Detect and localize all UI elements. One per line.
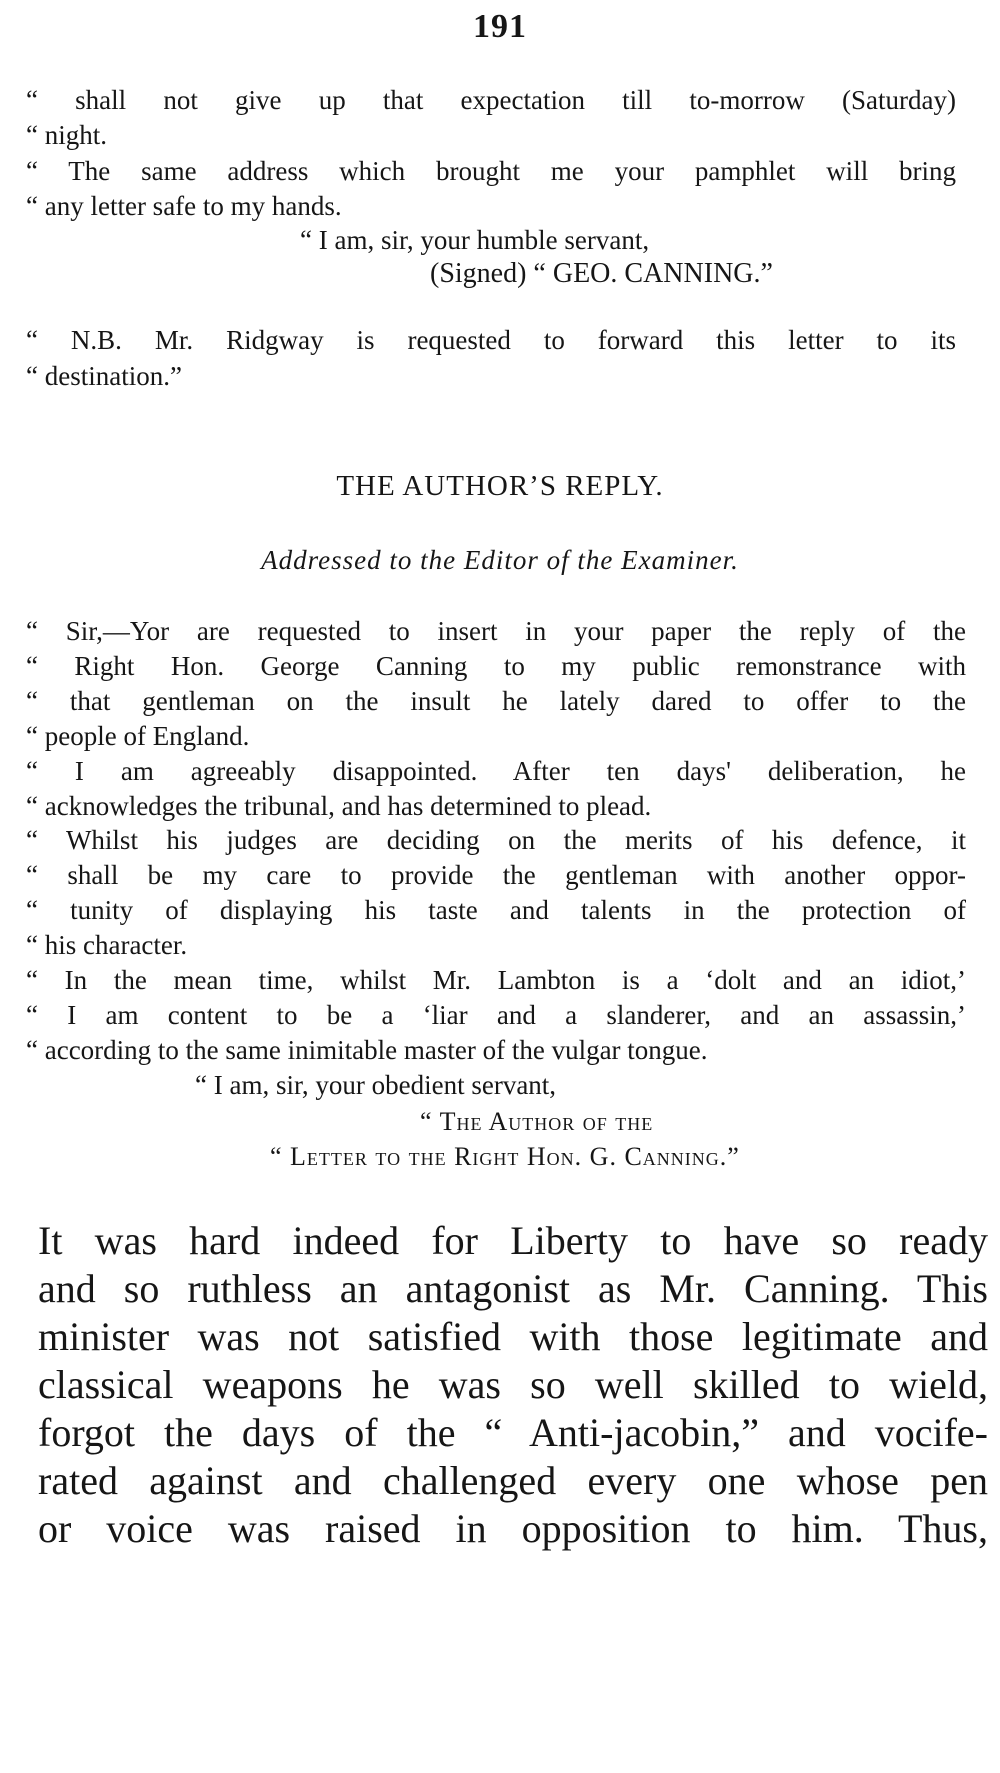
narrative-line-7: or voice was raised in opposition to him. Thus, [38, 1506, 988, 1551]
letter-line-3: “ The same address which brought me your pamphlet will bring [26, 156, 956, 186]
reply-line-4: “ people of England. [26, 721, 250, 751]
narrative-line-5: forgot the days of the “ Anti-jacobin,” and vocife- [38, 1410, 988, 1455]
letter-line-2: “ night. [26, 120, 107, 150]
page-number: 191 [473, 8, 527, 45]
reply-signature-line-1: “ The Author of the [420, 1107, 654, 1136]
reply-line-8: “ shall be my care to provide the gentleman with another oppor- [26, 860, 966, 890]
letter-line-1: “ shall not give up that expectation till to-morrow (Saturday) [26, 85, 956, 115]
letter-nb-line-2: “ destination.” [26, 361, 182, 391]
reply-line-3: “ that gentleman on the insult he lately dared to offer to the [26, 686, 966, 716]
letter-closing: “ I am, sir, your humble servant, [300, 225, 650, 255]
reply-line-6: “ acknowledges the tribunal, and has determined to plead. [26, 791, 652, 821]
reply-line-10: “ his character. [26, 930, 188, 960]
reply-line-7: “ Whilst his judges are deciding on the merits of his defence, it [26, 825, 966, 855]
reply-line-9: “ tunity of displaying his taste and talents in the protection of [26, 895, 966, 925]
letter-line-4: “ any letter safe to my hands. [26, 191, 342, 221]
reply-heading: THE AUTHOR’S REPLY. [336, 470, 664, 502]
reply-line-12: “ I am content to be a ‘liar and a slanderer, and an assassin,’ [26, 1000, 966, 1030]
narrative-line-3: minister was not satisfied with those legitimate and [38, 1314, 988, 1359]
reply-line-5: “ I am agreeably disappointed. After ten days' deliberation, he [26, 756, 966, 786]
narrative-line-2: and so ruthless an antagonist as Mr. Canning. This [38, 1266, 988, 1311]
letter-signature: (Signed) “ GEO. CANNING.” [430, 258, 773, 289]
reply-line-11: “ In the mean time, whilst Mr. Lambton is a ‘dolt and an idiot,’ [26, 965, 966, 995]
letter-nb-line-1: “ N.B. Mr. Ridgway is requested to forward this letter to its [26, 325, 956, 355]
reply-line-13: “ according to the same inimitable master of the vulgar tongue. [26, 1035, 708, 1065]
reply-signature-line-2: “ Letter to the Right Hon. G. Canning.” [270, 1142, 740, 1171]
narrative-line-4: classical weapons he was so well skilled to wield, [38, 1362, 988, 1407]
narrative-line-1: It was hard indeed for Liberty to have so ready [38, 1218, 988, 1263]
reply-closing: “ I am, sir, your obedient servant, [195, 1070, 557, 1100]
reply-line-1: “ Sir,—Yor are requested to insert in your paper the reply of the [26, 616, 966, 646]
reply-line-2: “ Right Hon. George Canning to my public remonstrance with [26, 651, 966, 681]
reply-addressed-line: Addressed to the Editor of the Examiner. [261, 545, 739, 575]
narrative-line-6: rated against and challenged every one whose pen [38, 1458, 988, 1503]
